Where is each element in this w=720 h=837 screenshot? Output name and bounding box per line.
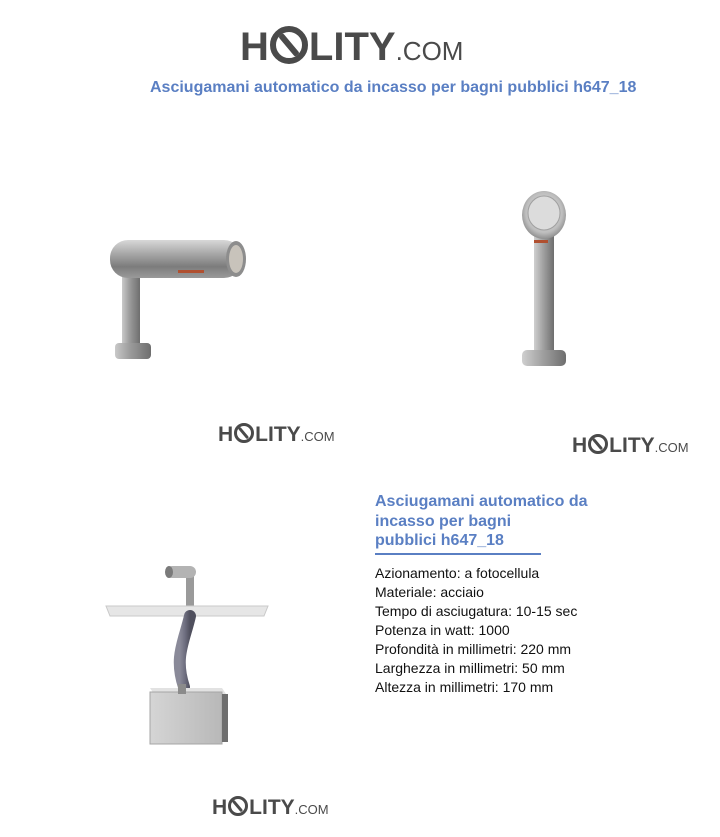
product-photo-installation	[104, 562, 270, 750]
logo-text-h: H	[240, 25, 269, 69]
site-logo	[240, 22, 463, 67]
spec-item: Larghezza in millimetri: 50 mm	[375, 660, 565, 676]
logo-text-com: .COM	[294, 802, 329, 817]
logo-text-com: .COM	[654, 440, 689, 455]
logo-text-lity: LITY	[609, 434, 655, 457]
logo-text-h: H	[572, 434, 588, 457]
spec-item: Tempo di asciugatura: 10-15 sec	[375, 603, 578, 619]
product-title-line: pubblici h647_18	[375, 532, 504, 549]
logo-o-icon	[270, 26, 308, 64]
logo-text-com: .COM	[300, 429, 335, 444]
photo-logo-2	[572, 432, 689, 456]
page-title: Asciugamani automatico da incasso per bagni pubblici h647_18	[150, 79, 637, 96]
logo-text-lity: LITY	[255, 423, 301, 446]
photo-logo-3	[212, 794, 329, 818]
spec-item: Materiale: acciaio	[375, 584, 484, 600]
logo-o-icon	[588, 434, 608, 454]
title-underline	[375, 553, 541, 555]
product-title-line: incasso per bagni	[375, 512, 512, 530]
logo-text-com: .COM	[395, 36, 464, 66]
product-title	[375, 492, 615, 551]
product-title-line: Asciugamani automatico da	[375, 493, 588, 510]
product-photo-side-view	[100, 225, 260, 370]
logo-o-icon	[234, 423, 254, 443]
logo-text-lity: LITY	[249, 796, 295, 819]
logo-o-icon	[228, 796, 248, 816]
spec-item: Profondità in millimetri: 220 mm	[375, 641, 572, 657]
spec-item: Altezza in millimetri: 170 mm	[375, 679, 554, 695]
spec-list	[375, 564, 577, 697]
product-photo-front-view	[512, 190, 576, 370]
logo-text-h: H	[212, 796, 228, 819]
spec-item: Potenza in watt: 1000	[375, 622, 510, 638]
logo-text-h: H	[218, 423, 234, 446]
spec-item: Azionamento: a fotocellula	[375, 565, 540, 581]
logo-text-lity: LITY	[308, 25, 396, 69]
photo-logo-1	[218, 421, 335, 445]
